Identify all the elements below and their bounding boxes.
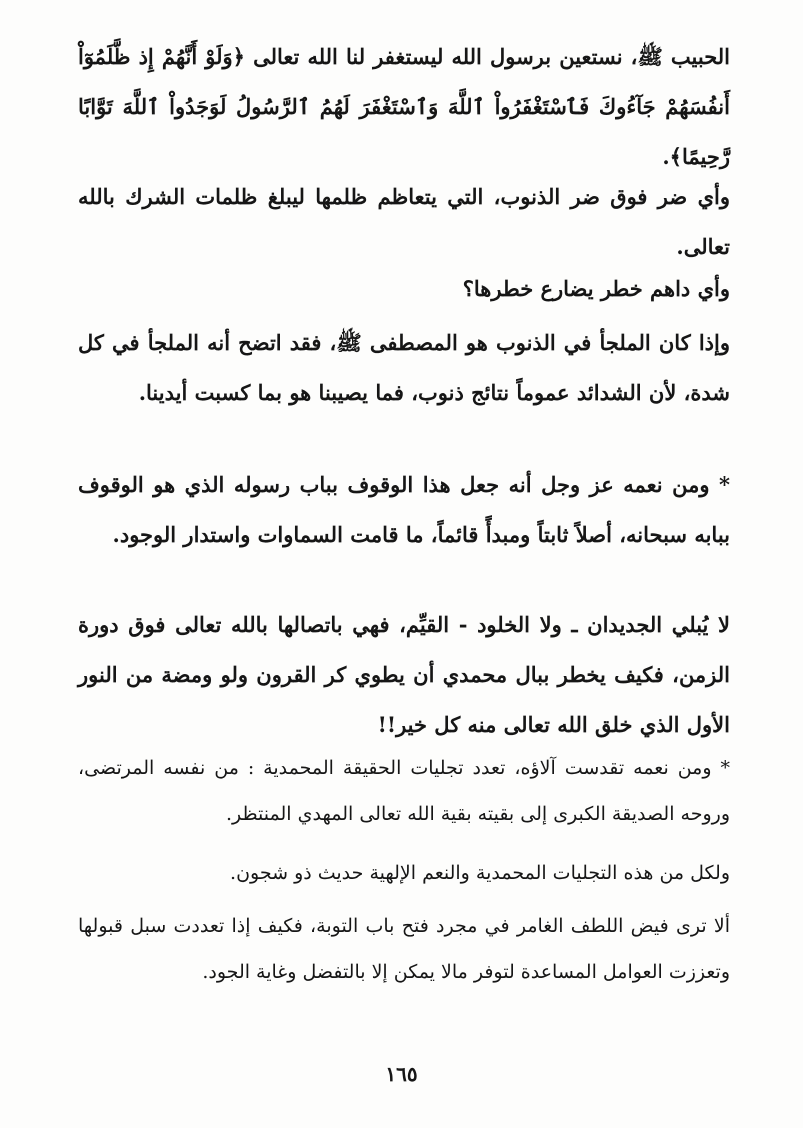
paragraph-6: لا يُبلي الجديدان ـ ولا الخلود - القيِّم، فهي باتصالها بالله تعالى فوق دورة الزمن، فكيف يخطر ببال محمدي أن يطوي كر القرون ولو ومضة من النور الأول الذي خلق الله تعالى منه كل خير!! xyxy=(78,612,730,737)
page-number: ١٦٥ xyxy=(385,1062,418,1086)
paragraph-8: ولكل من هذه التجليات المحمدية والنعم الإلهية حديث ذو شجون. xyxy=(230,862,730,884)
paragraph-2: وأي ضر فوق ضر الذنوب، التي يتعاظم ظلمها ليبلغ ظلمات الشرك بالله تعالى. xyxy=(78,184,730,259)
paragraph-4: وإذا كان الملجأ في الذنوب هو المصطفى ﷺ، فقد اتضح أنه الملجأ في كل شدة، لأن الشدائد عموماً نتائج ذنوب، فما يصيبنا هو بما كسبت أيدينا. xyxy=(78,330,730,405)
paragraph-7: * ومن نعمه تقدست آلاؤه، تعدد تجليات الحقيقة المحمدية : من نفسه المرتضى، وروحه الصديقة الكبرى إلى بقيته بقية الله تعالى المهدي المنتظر. xyxy=(78,757,730,825)
paragraph-1: الحبيب ﷺ، نستعين برسول الله ليستغفر لنا الله تعالى ﴿وَلَوْ أَنَّهُمْ إِذ ظَّلَمُوٓاْ أَنفُسَهُمْ جَآءُوكَ فَٱسْتَغْفَرُواْ ٱللَّهَ وَٱسْتَغْفَرَ لَهُمُ ٱلرَّسُولُ لَوَجَدُواْ ٱللَّهَ تَوَّابًا رَّحِيمًا﴾. xyxy=(78,44,730,169)
paragraph-3: وأي داهم خطر يضارع خطرها؟ xyxy=(462,276,730,301)
paragraph-9: ألا ترى فيض اللطف الغامر في مجرد فتح باب التوبة، فكيف إذا تعددت سبل قبولها وتعززت العوامل المساعدة لتوفر مالا يمكن إلا بالتفضل وغاية الجود. xyxy=(78,915,730,983)
paragraph-5: * ومن نعمه عز وجل أنه جعل هذا الوقوف بباب رسوله الذي هو الوقوف ببابه سبحانه، أصلاً ثابتاً ومبدأً قائماً، ما قامت السماوات واستدار الوجود. xyxy=(78,472,730,547)
